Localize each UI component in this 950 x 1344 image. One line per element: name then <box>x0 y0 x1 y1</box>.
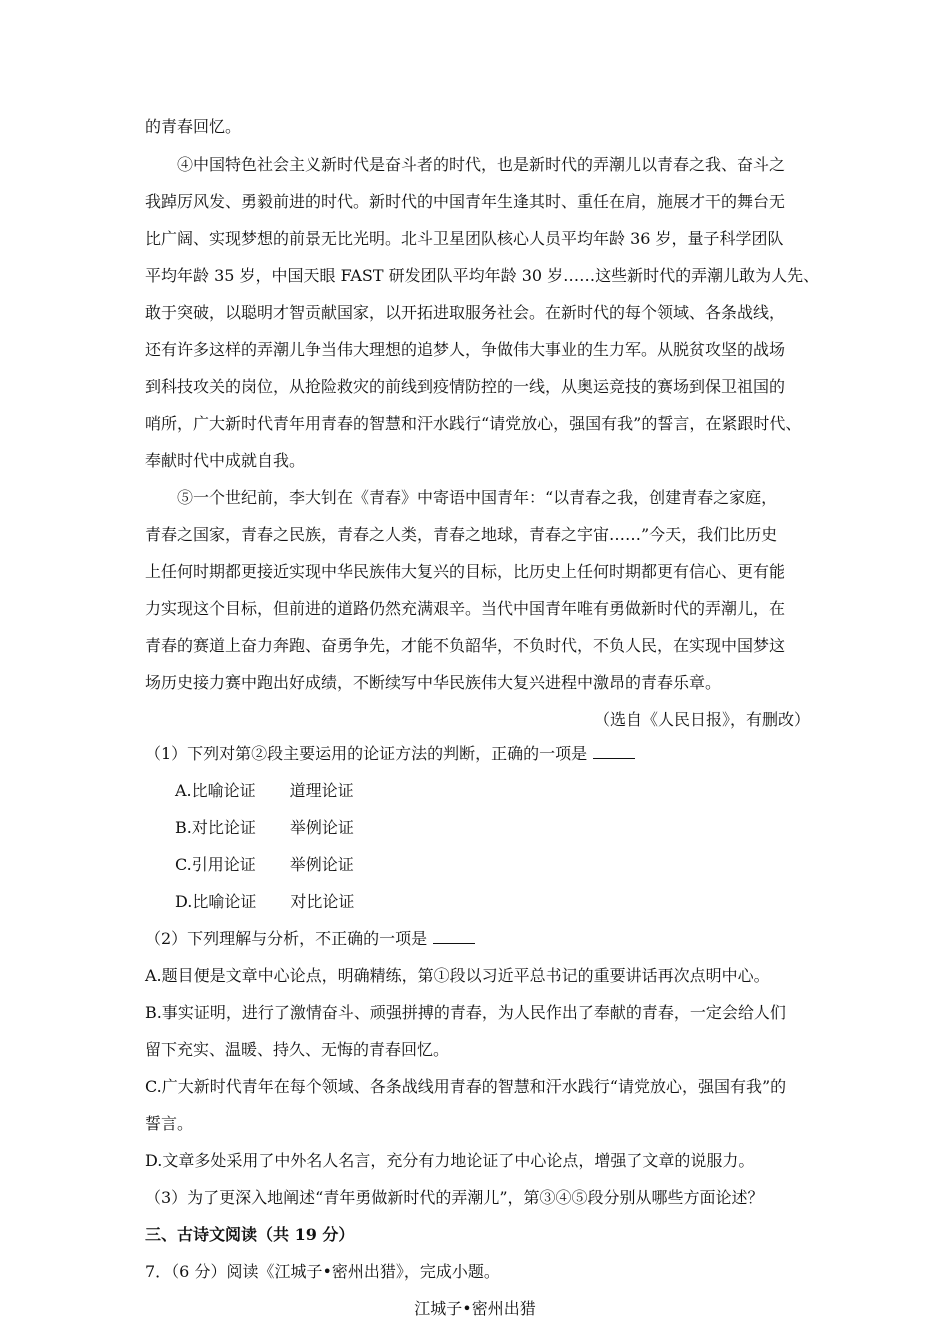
paragraph-4-line: 我踔厉风发、勇毅前进的时代。新时代的中国青年生逢其时、重任在肩，施展才干的舞台无 <box>145 192 786 211</box>
question-1-option <box>175 781 354 801</box>
question-2-option-d: D.文章多处采用了中外名人名言，充分有力地论证了中心论点，增强了文章的说服力。 <box>145 1151 755 1170</box>
question-2-option-c-cont: 誓言。 <box>145 1114 194 1133</box>
question-2-option-b: B.事实证明，进行了激情奋斗、顽强拼搏的青春，为人民作出了奉献的青春，一定会给人们 <box>145 1003 786 1022</box>
question-1-option <box>175 855 354 875</box>
option-c-part2: 举例论证 <box>289 855 354 874</box>
paragraph-4-line: ④中国特色社会主义新时代是奋斗者的时代，也是新时代的弄潮儿以青春之我、奋斗之 <box>177 155 786 174</box>
question-2-option-b-cont: 留下充实、温暖、持久、无悔的青春回忆。 <box>145 1040 450 1059</box>
question-2-stem <box>145 929 475 949</box>
answer-blank[interactable] <box>433 929 475 944</box>
paragraph-4-line: 平均年龄 35 岁，中国天眼 FAST 研发团队平均年龄 30 岁……这些新时代的弄潮儿敢为人先、 <box>145 266 820 285</box>
paragraph-3-tail: 的青春回忆。 <box>145 117 242 136</box>
paragraph-4-line: 奉献时代中成就自我。 <box>145 451 306 470</box>
paragraph-4-line: 还有许多这样的弄潮儿争当伟大理想的追梦人，争做伟大事业的生力军。从脱贫攻坚的战场 <box>145 340 786 359</box>
question-1-option <box>175 892 354 912</box>
poem-title: 江城子•密州出猎 <box>414 1299 536 1318</box>
paragraph-5-line: ⑤一个世纪前，李大钊在《青春》中寄语中国青年：“以青春之我，创建青春之家庭， <box>177 488 778 507</box>
option-b-part2: 举例论证 <box>289 818 354 837</box>
question-2-option-a: A.题目便是文章中心论点，明确精练，第①段以习近平总书记的重要讲话再次点明中心。 <box>145 966 770 985</box>
option-d-part2: 对比论证 <box>290 892 355 911</box>
option-d-part1: D.比喻论证 <box>175 892 257 911</box>
paragraph-5-line: 青春之国家，青春之民族，青春之人类，青春之地球，青春之宇宙……”今天，我们比历史 <box>145 525 778 544</box>
question-1-text: （1）下列对第②段主要运用的论证方法的判断，正确的一项是 <box>145 744 588 763</box>
paragraph-4-line: 比广阔、实现梦想的前景无比光明。北斗卫星团队核心人员平均年龄 36 岁，量子科学团队 <box>145 229 784 248</box>
paragraph-4-line: 哨所，广大新时代青年用青春的智慧和汗水践行“请党放心，强国有我”的誓言，在紧跟时代、 <box>145 414 802 433</box>
question-7-stem: 7．（6 分）阅读《江城子•密州出猎》，完成小题。 <box>145 1262 500 1281</box>
source-citation: （选自《人民日报》，有删改） <box>593 710 810 729</box>
option-a-part2: 道理论证 <box>289 781 354 800</box>
question-2-option-c: C.广大新时代青年在每个领域、各条战线用青春的智慧和汗水践行“请党放心，强国有我”的 <box>145 1077 787 1096</box>
question-1-option <box>175 818 354 838</box>
paragraph-4-line: 到科技攻关的岗位，从抢险救灾的前线到疫情防控的一线，从奥运竞技的赛场到保卫祖国的 <box>145 377 786 396</box>
paragraph-4-line: 敢于突破，以聪明才智贡献国家，以开拓进取服务社会。在新时代的每个领域、各条战线， <box>145 303 786 322</box>
question-3-stem: （3）为了更深入地阐述“青年勇做新时代的弄潮儿”，第③④⑤段分别从哪些方面论述？ <box>145 1188 764 1207</box>
paragraph-5-line: 上任何时期都更接近实现中华民族伟大复兴的目标，比历史上任何时期都更有信心、更有能 <box>145 562 786 581</box>
question-2-text: （2）下列理解与分析，不正确的一项是 <box>145 929 428 948</box>
paragraph-5-line: 场历史接力赛中跑出好成绩，不断续写中华民族伟大复兴进程中激昂的青春乐章。 <box>145 673 722 692</box>
paragraph-5-line: 力实现这个目标，但前进的道路仍然充满艰辛。当代中国青年唯有勇做新时代的弄潮儿，在 <box>145 599 786 618</box>
question-1-stem <box>145 744 635 764</box>
option-c-part1: C.引用论证 <box>175 855 256 874</box>
paragraph-5-line: 青春的赛道上奋力奔跑、奋勇争先，才能不负韶华，不负时代，不负人民，在实现中国梦这 <box>145 636 786 655</box>
answer-blank[interactable] <box>593 744 635 759</box>
section-heading: 三、古诗文阅读（共 19 分） <box>145 1225 355 1244</box>
option-b-part1: B.对比论证 <box>175 818 256 837</box>
option-a-part1: A.比喻论证 <box>175 781 256 800</box>
